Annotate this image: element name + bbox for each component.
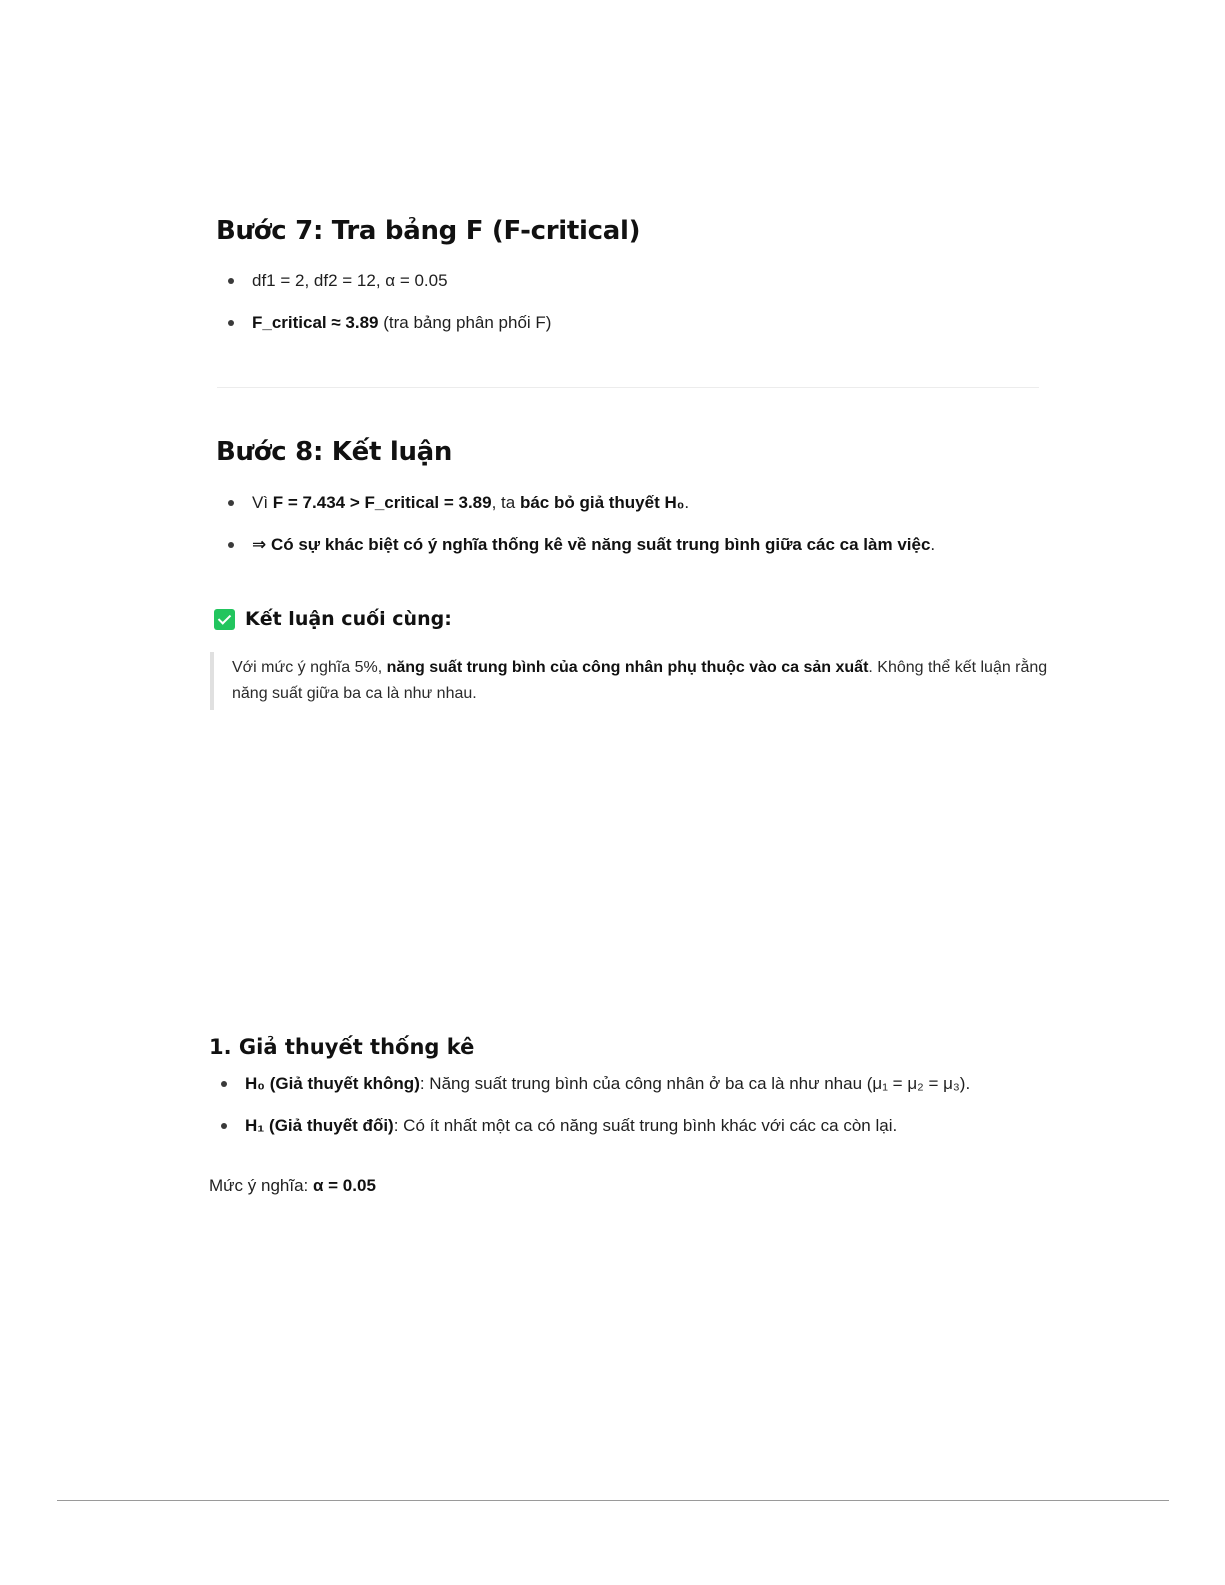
final-conclusion-quote — [210, 652, 1050, 710]
h0-description: : Năng suất trung bình của công nhân ở ba ca là như nhau (μ₁ = μ₂ = μ₃). — [419, 1074, 971, 1093]
bullet-icon — [221, 1123, 227, 1129]
hypotheses-list — [209, 1073, 970, 1137]
check-box-icon — [214, 609, 235, 630]
bullet-icon — [221, 1081, 227, 1087]
bullet-icon — [228, 320, 234, 326]
section-divider — [217, 387, 1039, 388]
text-span: Với mức ý nghĩa 5%, — [232, 659, 387, 676]
quote-emphasis: năng suất trung bình của công nhân phụ thuộc vào ca sản xuất — [386, 659, 869, 676]
step8-list — [216, 492, 935, 556]
text-span: . — [684, 493, 690, 512]
list-item — [216, 534, 935, 556]
bullet-icon — [228, 278, 234, 284]
list-item — [209, 1115, 970, 1137]
list-item — [216, 492, 935, 514]
text-span: , ta — [491, 493, 520, 512]
list-item — [209, 1073, 970, 1095]
bullet-icon — [228, 542, 234, 548]
text-span: . Không thể kết luận rằng năng suất giữa ba ca là như nhau. — [232, 659, 1048, 702]
reject-h0: bác bỏ giả thuyết H₀ — [519, 493, 685, 512]
h0-symbol: H₀ — [245, 1074, 265, 1093]
df-values: df1 = 2, df2 = 12, α = 0.05 — [252, 271, 448, 290]
step7-list — [216, 270, 551, 334]
h1-label: (Giả thuyết đối) — [269, 1116, 394, 1135]
h1-symbol: H₁ — [245, 1116, 265, 1135]
step8-title: Bước 8: Kết luận — [216, 437, 453, 467]
significance-level — [209, 1175, 376, 1197]
list-item — [216, 312, 551, 334]
footer-rule — [57, 1500, 1169, 1501]
text-span: . — [930, 535, 936, 554]
significance-statement: ⇒ Có sự khác biệt có ý nghĩa thống kê về năng suất trung bình giữa các ca làm việc — [252, 535, 931, 554]
bullet-icon — [228, 500, 234, 506]
text-span: Vì — [252, 493, 273, 512]
final-conclusion-heading — [214, 606, 452, 632]
alpha-value: α = 0.05 — [312, 1176, 376, 1195]
alpha-label: Mức ý nghĩa: — [209, 1176, 313, 1195]
list-item — [216, 270, 551, 292]
f-comparison: F = 7.434 > F_critical = 3.89 — [272, 493, 492, 512]
h0-label: (Giả thuyết không) — [269, 1074, 420, 1093]
f-critical-note: (tra bảng phân phối F) — [378, 313, 552, 332]
step7-title: Bước 7: Tra bảng F (F-critical) — [216, 216, 641, 246]
f-critical-value: F_critical ≈ 3.89 — [252, 313, 379, 332]
h1-description: : Có ít nhất một ca có năng suất trung bình khác với các ca còn lại. — [393, 1116, 898, 1135]
final-conclusion-title: Kết luận cuối cùng: — [245, 608, 452, 630]
section1-title: 1. Giả thuyết thống kê — [209, 1035, 475, 1059]
